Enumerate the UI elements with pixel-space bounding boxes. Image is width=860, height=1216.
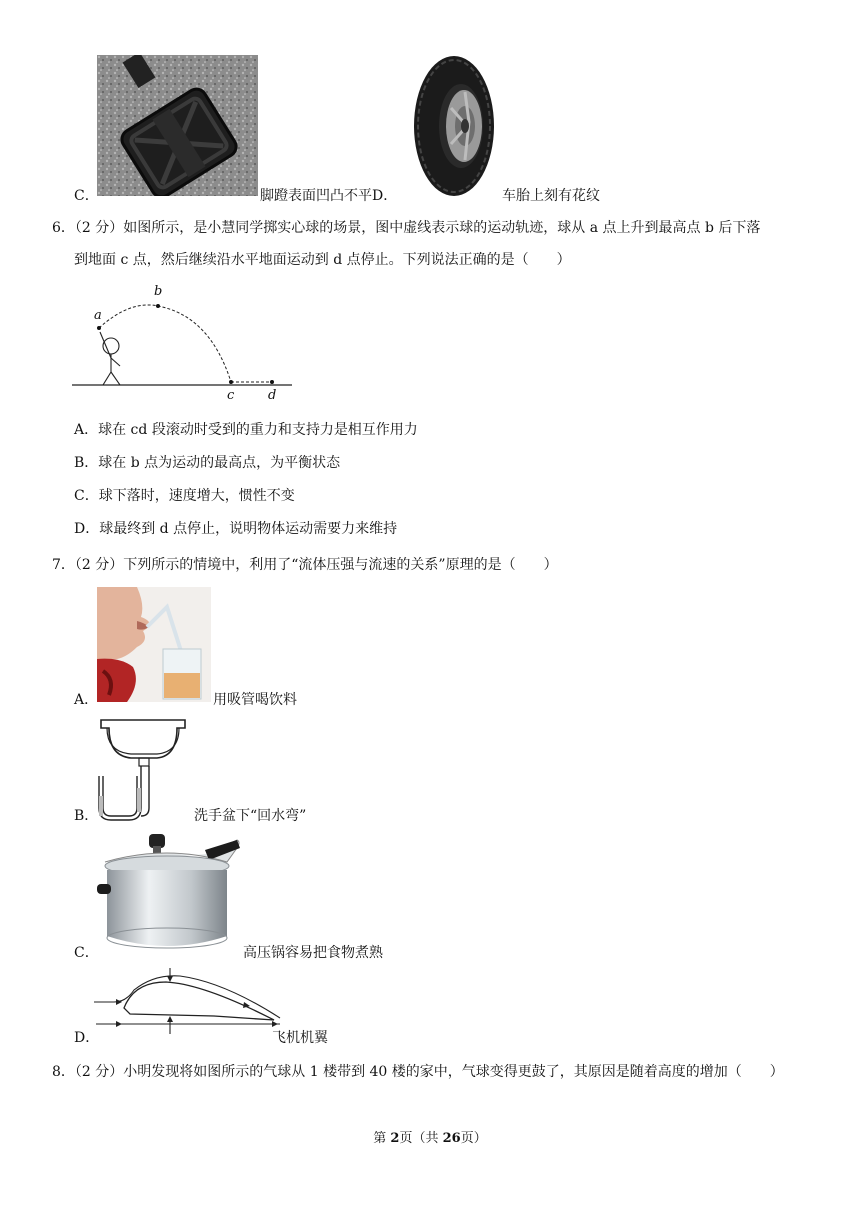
label-c: c — [227, 388, 235, 403]
tire-image — [409, 52, 499, 200]
q6-stem-line2: 到地面 c 点，然后继续沿水平地面运动到 d 点停止。下列说法正确的是（ ） — [74, 252, 571, 268]
q7-option-a-text: 用吸管喝饮料 — [213, 692, 297, 708]
q5-option-c-letter: C． — [74, 188, 99, 204]
label-a: a — [94, 308, 102, 323]
label-d: d — [268, 388, 277, 403]
q7-option-b-text: 洗手盆下“回水弯” — [194, 808, 307, 824]
throw-diagram — [70, 282, 294, 408]
footer-suffix: 页） — [460, 1131, 487, 1146]
airplane-wing-diagram — [94, 968, 286, 1034]
q6-stem-line1: 6．（2 分）如图所示，是小慧同学掷实心球的场景，图中虚线表示球的运动轨迹，球从 a 点上升到最高点 b 后下落 — [52, 220, 761, 236]
q8-stem: 8．（2 分）小明发现将如图所示的气球从 1 楼带到 40 楼的家中，气球变得更鼓了，其原因是随着高度的增加（ ） — [52, 1064, 784, 1080]
q7-option-d-letter: D． — [74, 1030, 100, 1046]
q7-option-a-letter: A． — [74, 692, 99, 708]
q7-option-c-letter: C． — [74, 945, 99, 961]
q6-option-b: B．球在 b 点为运动的最高点，为平衡状态 — [74, 455, 341, 471]
current-page: 2 — [390, 1131, 400, 1146]
total-pages: 26 — [442, 1131, 461, 1146]
q5-option-d-letter: D． — [372, 188, 398, 204]
q7-stem: 7．（2 分）下列所示的情境中，利用了“流体压强与流速的关系”原理的是（ ） — [52, 557, 558, 573]
footer-middle: 页（共 — [399, 1131, 443, 1146]
q6-option-c: C．球下落时，速度增大，惯性不变 — [74, 488, 295, 504]
q7-option-b-letter: B． — [74, 808, 99, 824]
sink-trap-image — [97, 716, 189, 824]
footer-prefix: 第 — [373, 1131, 391, 1146]
pressure-cooker-image — [97, 832, 242, 957]
straw-drink-image — [97, 587, 211, 702]
label-b: b — [154, 284, 163, 299]
q6-option-a: A．球在 cd 段滚动时受到的重力和支持力是相互作用力 — [74, 422, 418, 438]
pedal-image — [97, 55, 258, 196]
q6-option-d: D．球最终到 d 点停止，说明物体运动需要力来维持 — [74, 521, 398, 537]
q5-option-d-text: 车胎上刻有花纹 — [502, 188, 600, 204]
page-footer — [0, 1127, 860, 1146]
q5-option-c-text: 脚蹬表面凹凸不平 — [260, 188, 372, 204]
q7-option-d-text: 飞机机翼 — [272, 1030, 328, 1046]
q7-option-c-text: 高压锅容易把食物煮熟 — [243, 945, 383, 961]
